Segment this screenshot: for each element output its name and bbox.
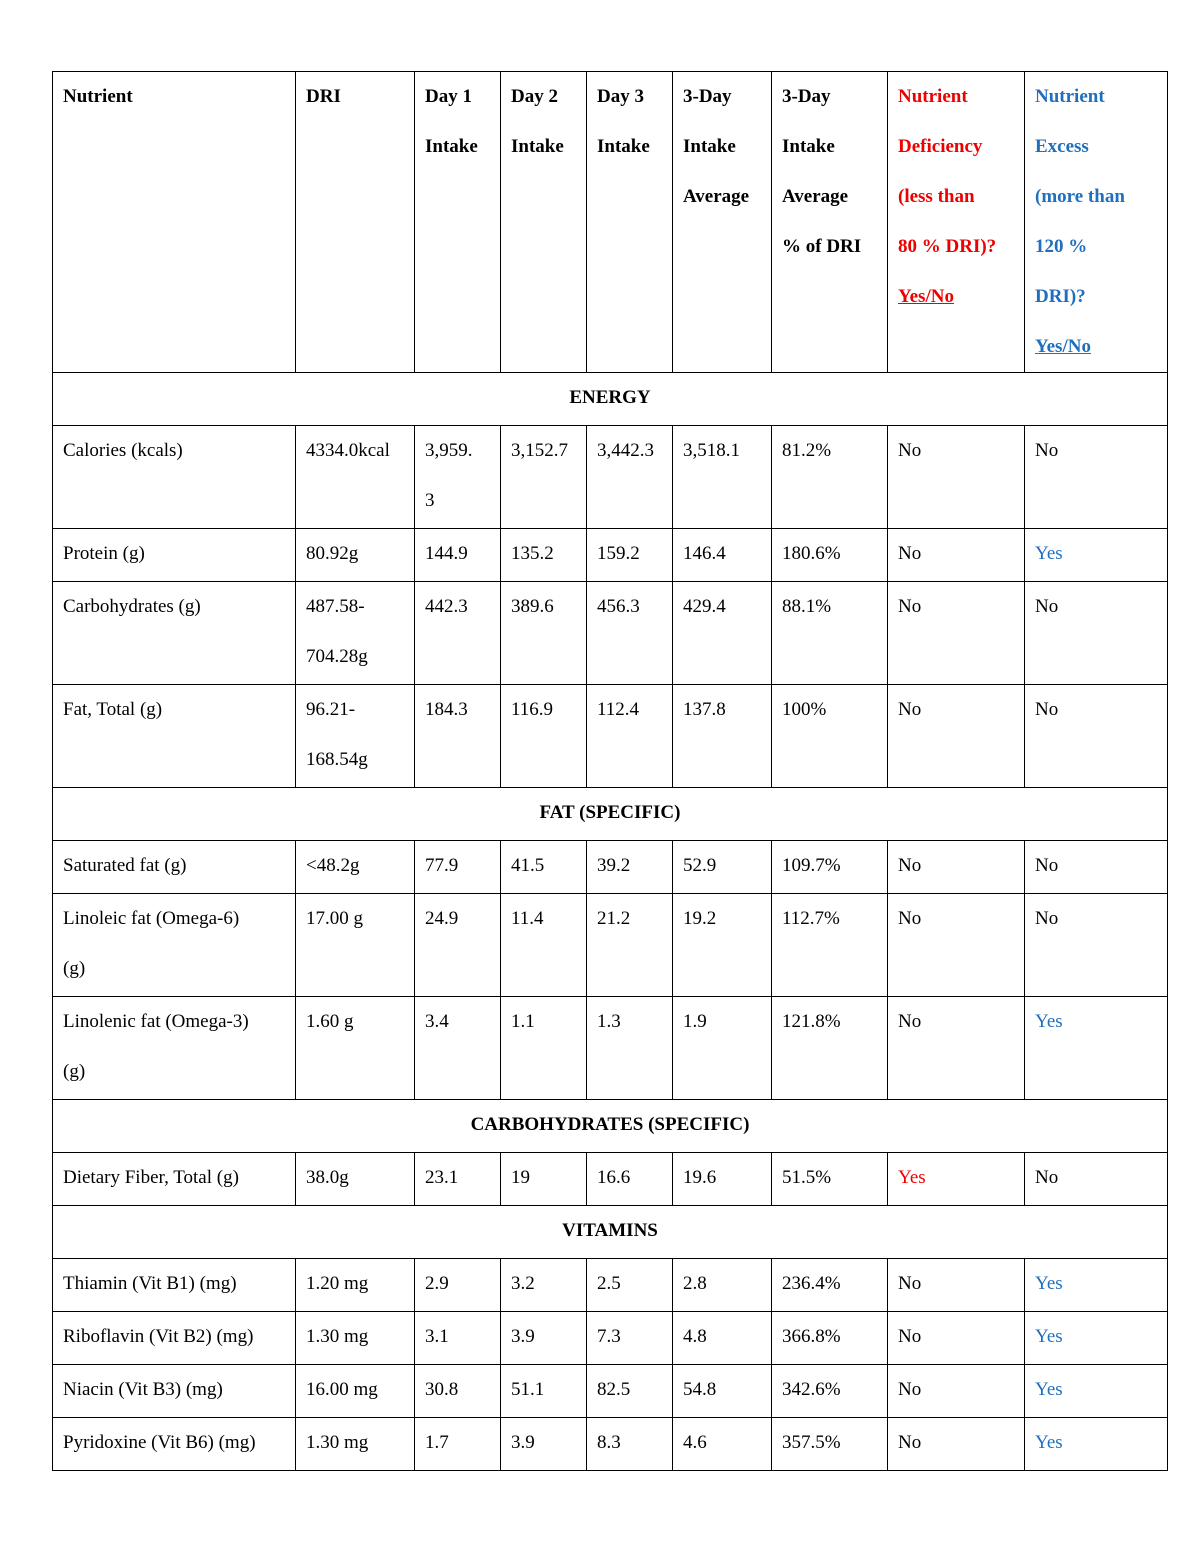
nutrient-cell-line: Niacin (Vit B3) (mg) [63,1379,223,1400]
nutrient-cell [53,685,296,788]
dri-cell-line: 1.60 g [306,1011,354,1032]
nutrient-cell [53,1153,296,1206]
nutrient-cell-line: Dietary Fiber, Total (g) [63,1167,239,1188]
table-row [53,1259,1168,1312]
day1-cell [415,997,501,1100]
average-cell: 429.4 [673,582,772,685]
dri-cell [296,1365,415,1418]
day2-cell: 3,152.7 [501,426,587,529]
deficiency-cell: No [888,841,1025,894]
day3-cell: 16.6 [587,1153,673,1206]
excess-cell: Yes [1025,1259,1168,1312]
table-row [53,1153,1168,1206]
excess-cell: Yes [1025,1418,1168,1471]
header-percent-dri: 3-Day Intake Average % of DRI [772,72,888,373]
dri-cell-line: 80.92g [306,543,359,564]
header-day3: Day 3 Intake [587,72,673,373]
nutrient-cell [53,841,296,894]
dri-cell-line: 4334.0kcal [306,440,390,461]
header-day1: Day 1 Intake [415,72,501,373]
deficiency-cell: No [888,1365,1025,1418]
average-cell: 137.8 [673,685,772,788]
deficiency-cell: No [888,1312,1025,1365]
nutrient-cell-line: Linoleic fat (Omega-6) [63,908,240,929]
dri-cell [296,894,415,997]
excess-cell: No [1025,894,1168,997]
nutrient-cell [53,1365,296,1418]
day2-cell: 3.9 [501,1312,587,1365]
excess-cell: Yes [1025,997,1168,1100]
dri-cell [296,1312,415,1365]
day1-cell-line: 442.3 [425,596,468,617]
nutrient-cell [53,894,296,997]
excess-cell: No [1025,1153,1168,1206]
percent-dri-cell: 121.8% [772,997,888,1100]
day1-cell [415,1312,501,1365]
day2-cell: 135.2 [501,529,587,582]
day1-cell-line: 2.9 [425,1273,449,1294]
nutrient-cell [53,1312,296,1365]
dri-cell [296,1153,415,1206]
day1-cell [415,582,501,685]
day1-cell [415,894,501,997]
nutrient-cell-line: Calories (kcals) [63,440,183,461]
percent-dri-cell: 100% [772,685,888,788]
percent-dri-cell: 112.7% [772,894,888,997]
day2-cell: 3.2 [501,1259,587,1312]
dri-cell [296,997,415,1100]
header-nutrient: Nutrient [53,72,296,373]
day3-cell: 159.2 [587,529,673,582]
average-cell: 3,518.1 [673,426,772,529]
day3-cell: 2.5 [587,1259,673,1312]
nutrient-cell-line: Linolenic fat (Omega-3) [63,1011,249,1032]
percent-dri-cell: 88.1% [772,582,888,685]
excess-cell: No [1025,582,1168,685]
table-row [53,1365,1168,1418]
dri-cell [296,529,415,582]
deficiency-cell: Yes [888,1153,1025,1206]
dri-cell-line: 704.28g [306,646,368,667]
section-row [53,788,1168,841]
deficiency-cell: No [888,582,1025,685]
table-row [53,1418,1168,1471]
table-row [53,841,1168,894]
nutrient-cell-line: Thiamin (Vit B1) (mg) [63,1273,237,1294]
header-day2: Day 2 Intake [501,72,587,373]
percent-dri-cell: 366.8% [772,1312,888,1365]
average-cell: 4.6 [673,1418,772,1471]
day1-cell-line: 1.7 [425,1432,449,1453]
dri-cell-line: 38.0g [306,1167,349,1188]
day2-cell: 51.1 [501,1365,587,1418]
table-row [53,1312,1168,1365]
day1-cell-line: 3.1 [425,1326,449,1347]
deficiency-cell: No [888,1418,1025,1471]
section-title: CARBOHYDRATES (SPECIFIC) [53,1100,1168,1153]
nutrient-cell-line: Fat, Total (g) [63,699,163,720]
day1-cell [415,841,501,894]
dri-cell-line: 17.00 g [306,908,363,929]
table-row [53,997,1168,1100]
nutrient-cell-line: Protein (g) [63,543,145,564]
header-row [53,72,1168,373]
day2-cell: 11.4 [501,894,587,997]
excess-cell: Yes [1025,529,1168,582]
dri-cell-line: 1.20 mg [306,1273,369,1294]
excess-cell: No [1025,841,1168,894]
nutrient-cell [53,1418,296,1471]
section-row [53,1100,1168,1153]
day1-cell-line: 3,959. [425,440,473,461]
dri-cell-line: 1.30 mg [306,1432,369,1453]
dri-cell [296,841,415,894]
section-title: ENERGY [53,373,1168,426]
header-deficiency: Nutrient Deficiency (less than 80 % DRI)? Yes/No [888,72,1025,373]
day3-cell: 7.3 [587,1312,673,1365]
day1-cell [415,426,501,529]
dri-cell [296,685,415,788]
percent-dri-cell: 236.4% [772,1259,888,1312]
section-row [53,373,1168,426]
day3-cell: 82.5 [587,1365,673,1418]
table-row [53,426,1168,529]
day1-cell [415,1259,501,1312]
header-dri: DRI [296,72,415,373]
section-row [53,1206,1168,1259]
deficiency-cell: No [888,529,1025,582]
table-row [53,685,1168,788]
percent-dri-cell: 51.5% [772,1153,888,1206]
average-cell: 146.4 [673,529,772,582]
average-cell: 52.9 [673,841,772,894]
day3-cell: 3,442.3 [587,426,673,529]
day3-cell: 21.2 [587,894,673,997]
dri-cell [296,426,415,529]
dri-cell [296,1418,415,1471]
percent-dri-cell: 109.7% [772,841,888,894]
dri-cell [296,1259,415,1312]
deficiency-cell: No [888,997,1025,1100]
day3-cell: 8.3 [587,1418,673,1471]
average-cell: 1.9 [673,997,772,1100]
nutrient-cell [53,426,296,529]
nutrient-table [52,71,1168,1471]
nutrient-cell [53,997,296,1100]
percent-dri-cell: 180.6% [772,529,888,582]
header-excess: Nutrient Excess (more than 120 % DRI)? Yes/No [1025,72,1168,373]
average-cell: 4.8 [673,1312,772,1365]
day3-cell: 39.2 [587,841,673,894]
dri-cell-line: <48.2g [306,855,360,876]
day3-cell: 1.3 [587,997,673,1100]
day1-cell-line: 3 [425,490,435,511]
day2-cell: 116.9 [501,685,587,788]
deficiency-cell: No [888,426,1025,529]
day1-cell-line: 184.3 [425,699,468,720]
day1-cell-line: 23.1 [425,1167,459,1188]
percent-dri-cell: 357.5% [772,1418,888,1471]
table-row [53,529,1168,582]
day1-cell-line: 30.8 [425,1379,459,1400]
day1-cell [415,1365,501,1418]
section-title: VITAMINS [53,1206,1168,1259]
excess-cell: No [1025,426,1168,529]
dri-cell-line: 168.54g [306,749,368,770]
dri-cell [296,582,415,685]
section-title: FAT (SPECIFIC) [53,788,1168,841]
day1-cell [415,1418,501,1471]
day2-cell: 389.6 [501,582,587,685]
average-cell: 19.2 [673,894,772,997]
percent-dri-cell: 342.6% [772,1365,888,1418]
nutrient-cell-line: Saturated fat (g) [63,855,187,876]
nutrient-cell-line: Pyridoxine (Vit B6) (mg) [63,1432,256,1453]
table-body [53,373,1168,1471]
day2-cell: 3.9 [501,1418,587,1471]
day1-cell-line: 77.9 [425,855,459,876]
day2-cell: 1.1 [501,997,587,1100]
table-row [53,894,1168,997]
average-cell: 19.6 [673,1153,772,1206]
day3-cell: 456.3 [587,582,673,685]
day1-cell-line: 24.9 [425,908,459,929]
day1-cell [415,529,501,582]
nutrient-cell-line: Riboflavin (Vit B2) (mg) [63,1326,254,1347]
nutrient-cell [53,529,296,582]
nutrient-cell-line: Carbohydrates (g) [63,596,201,617]
excess-cell: Yes [1025,1312,1168,1365]
dri-cell-line: 16.00 mg [306,1379,378,1400]
nutrient-cell [53,1259,296,1312]
excess-cell: No [1025,685,1168,788]
day1-cell [415,685,501,788]
day2-cell: 41.5 [501,841,587,894]
nutrient-cell-line: (g) [63,1061,86,1082]
deficiency-cell: No [888,1259,1025,1312]
deficiency-cell: No [888,894,1025,997]
dri-cell-line: 487.58- [306,596,365,617]
header-average: 3-Day Intake Average [673,72,772,373]
average-cell: 54.8 [673,1365,772,1418]
day2-cell: 19 [501,1153,587,1206]
deficiency-cell: No [888,685,1025,788]
excess-cell: Yes [1025,1365,1168,1418]
day1-cell [415,1153,501,1206]
day3-cell: 112.4 [587,685,673,788]
nutrient-cell [53,582,296,685]
day1-cell-line: 144.9 [425,543,468,564]
average-cell: 2.8 [673,1259,772,1312]
dri-cell-line: 1.30 mg [306,1326,369,1347]
nutrient-cell-line: (g) [63,958,86,979]
day1-cell-line: 3.4 [425,1011,449,1032]
dri-cell-line: 96.21- [306,699,356,720]
percent-dri-cell: 81.2% [772,426,888,529]
table-row [53,582,1168,685]
